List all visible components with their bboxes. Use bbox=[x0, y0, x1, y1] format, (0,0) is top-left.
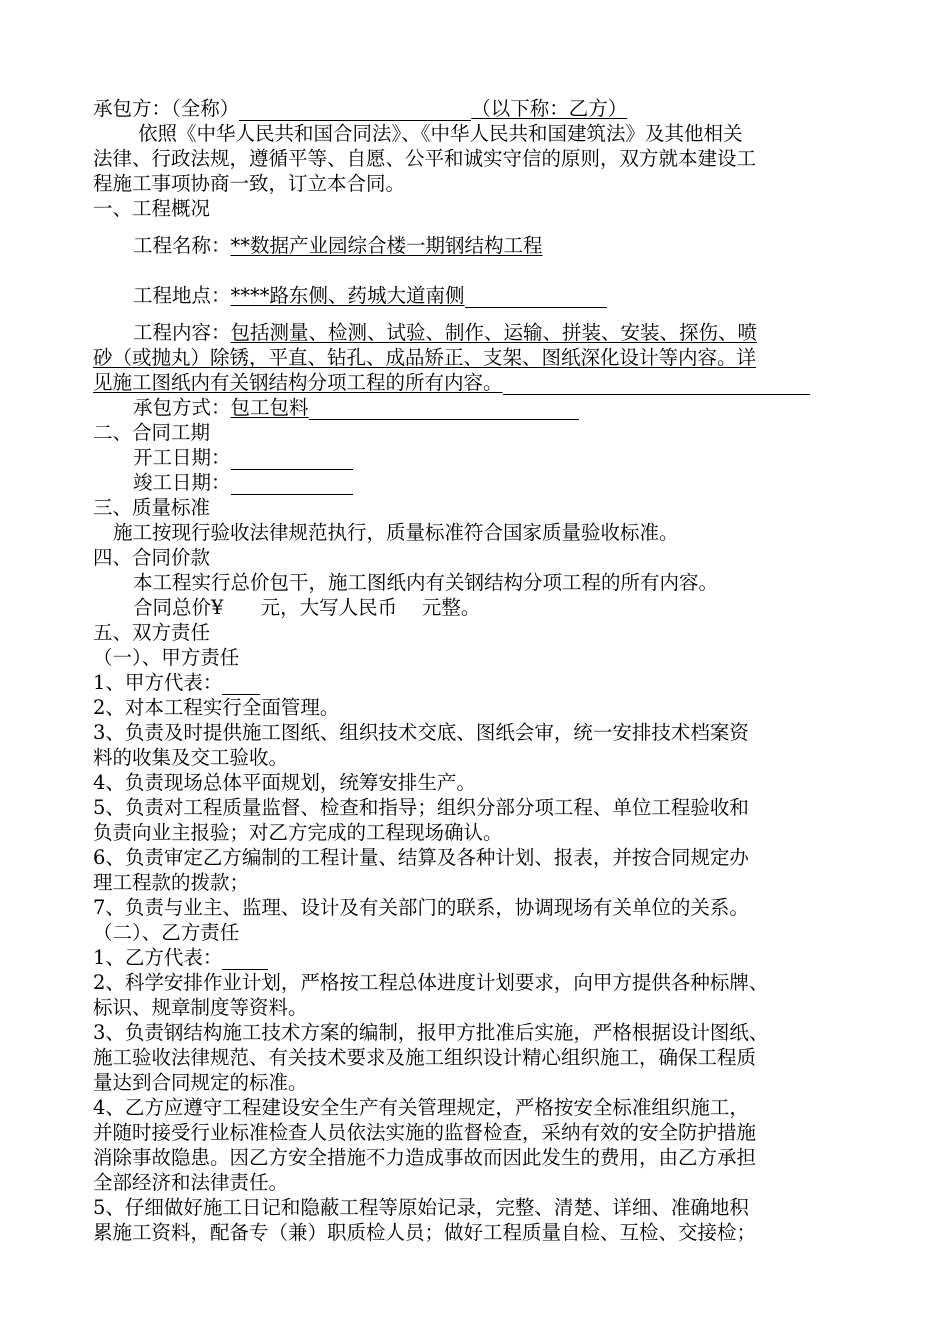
party-a-item-1 bbox=[93, 670, 863, 695]
party-b-item-3-line-3: 量达到合同规定的标准。 bbox=[93, 1071, 308, 1094]
party-b-item-3-line-2: 施工验收法律规范、有关技术要求及施工组织设计精心组织施工，确保工程质 bbox=[93, 1046, 757, 1069]
contractor-label: 承包方：（全称） bbox=[93, 97, 240, 120]
party-a-item-6-line-2: 理工程款的拨款； bbox=[93, 871, 250, 894]
start-date-label: 开工日期： bbox=[133, 446, 231, 469]
party-a-item-5-line-2: 负责向业主报验；对乙方完成的工程现场确认。 bbox=[93, 821, 503, 844]
project-content-line-2 bbox=[93, 345, 863, 370]
party-a-item-7: 7、负责与业主、监理、设计及有关部门的联系，协调现场有关单位的关系。 bbox=[93, 896, 749, 919]
section-5-title: 五、双方责任 bbox=[93, 621, 211, 644]
end-date-label: 竣工日期： bbox=[133, 471, 231, 494]
project-name-label: 工程名称： bbox=[133, 234, 231, 257]
party-b-item-5-line-1: 5、仔细做好施工日记和隐蔽工程等原始记录，完整、清楚、详细、准确地积 bbox=[93, 1196, 749, 1219]
end-date-blank bbox=[231, 474, 353, 495]
party-b-item-2-line-1: 2、科学安排作业计划，严格按工程总体进度计划要求，向甲方提供各种标牌、 bbox=[93, 971, 769, 994]
party-b-item-4-line-4: 全部经济和法律责任。 bbox=[93, 1171, 289, 1194]
party-b-item-1 bbox=[93, 945, 863, 970]
party-b-item-4-line-1: 4、乙方应遵守工程建设安全生产有关管理规定，严格按安全标准组织施工， bbox=[93, 1096, 749, 1119]
party-b-rep-blank bbox=[222, 949, 268, 970]
party-b-title: （二）、乙方责任 bbox=[93, 921, 240, 944]
party-a-rep-label: 1、甲方代表： bbox=[93, 671, 223, 694]
project-content-line-3 bbox=[93, 370, 863, 395]
price-text: 本工程实行总价包干，施工图纸内有关钢结构分项工程的所有内容。 bbox=[133, 571, 719, 594]
party-a-rep-blank bbox=[222, 674, 260, 695]
project-content-text-1: 包括测量、检测、试验、制作、运输、拼装、安装、探伤、喷 bbox=[230, 321, 758, 344]
contract-mode-label: 承包方式： bbox=[133, 396, 231, 419]
project-location-blank bbox=[465, 287, 607, 308]
contract-page bbox=[93, 96, 863, 1245]
start-date-line bbox=[93, 445, 863, 470]
price-total: 合同总价¥ 元，大写人民币 元整。 bbox=[133, 596, 481, 619]
project-content-label: 工程内容： bbox=[133, 321, 231, 344]
contractor-name-blank bbox=[239, 100, 471, 121]
party-b-item-4-line-3: 消除事故隐患。因乙方安全措施不力造成事故而因此发生的费用，由乙方承担 bbox=[93, 1146, 757, 1169]
project-content-text-2: 砂（或抛丸）除锈，平直、钻孔、成品矫正、支架、图纸深化设计等内容。详 bbox=[93, 346, 757, 369]
intro-line-2: 法律、行政法规，遵循平等、自愿、公平和诚实守信的原则，双方就本建设工 bbox=[93, 147, 757, 170]
project-name-line bbox=[93, 233, 863, 258]
party-b-item-4-line-2: 并随时接受行业标准检查人员依法实施的监督检查，采纳有效的安全防护措施 bbox=[93, 1121, 757, 1144]
party-b-item-2-line-2: 标识、规章制度等资料。 bbox=[93, 996, 308, 1019]
end-date-line bbox=[93, 470, 863, 495]
party-b-item-5-line-2: 累施工资料，配备专（兼）职质检人员；做好工程质量自检、互检、交接检； bbox=[93, 1221, 757, 1244]
start-date-blank bbox=[231, 449, 353, 470]
project-name-value: **数据产业园综合楼一期钢结构工程 bbox=[230, 234, 543, 257]
party-a-title: （一）、甲方责任 bbox=[93, 646, 240, 669]
party-a-item-2: 2、对本工程实行全面管理。 bbox=[93, 696, 340, 719]
intro-line-1: 依照《中华人民共和国合同法》、《中华人民共和国建筑法》及其他相关 bbox=[138, 122, 743, 145]
party-b-rep-label: 1、乙方代表： bbox=[93, 946, 223, 969]
contract-mode-blank bbox=[309, 399, 579, 420]
contract-mode-line bbox=[93, 395, 863, 420]
contract-mode-value: 包工包料 bbox=[230, 396, 309, 419]
section-4-title: 四、合同价款 bbox=[93, 546, 211, 569]
project-location-label: 工程地点： bbox=[133, 284, 231, 307]
contractor-suffix: （以下称：乙方） bbox=[471, 97, 628, 120]
party-a-item-3-line-2: 料的收集及交工验收。 bbox=[93, 746, 289, 769]
quality-text: 施工按现行验收法律规范执行，质量标准符合国家质量验收标准。 bbox=[113, 521, 679, 544]
party-a-item-5-line-1: 5、负责对工程质量监督、检查和指导；组织分部分项工程、单位工程验收和 bbox=[93, 796, 749, 819]
party-a-item-6-line-1: 6、负责审定乙方编制的工程计量、结算及各种计划、报表，并按合同规定办 bbox=[93, 846, 749, 869]
project-location-value: ****路东侧、药城大道南侧 bbox=[230, 284, 465, 307]
contractor-line bbox=[93, 96, 863, 121]
section-1-title: 一、工程概况 bbox=[93, 197, 211, 220]
intro-line-3: 程施工事项协商一致，订立本合同。 bbox=[93, 172, 406, 195]
project-content-line-1 bbox=[93, 320, 863, 345]
section-2-title: 二、合同工期 bbox=[93, 421, 211, 444]
section-3-title: 三、质量标准 bbox=[93, 496, 211, 519]
project-content-text-3: 见施工图纸内有关钢结构分项工程的所有内容。 bbox=[93, 371, 503, 394]
party-a-item-3-line-1: 3、负责及时提供施工图纸、组织技术交底、图纸会审，统一安排技术档案资 bbox=[93, 721, 749, 744]
party-a-item-4: 4、负责现场总体平面规划，统筹安排生产。 bbox=[93, 771, 476, 794]
project-content-blank bbox=[503, 374, 810, 395]
project-location-line bbox=[93, 283, 863, 308]
party-b-item-3-line-1: 3、负责钢结构施工技术方案的编制，报甲方批准后实施，严格根据设计图纸、 bbox=[93, 1021, 769, 1044]
